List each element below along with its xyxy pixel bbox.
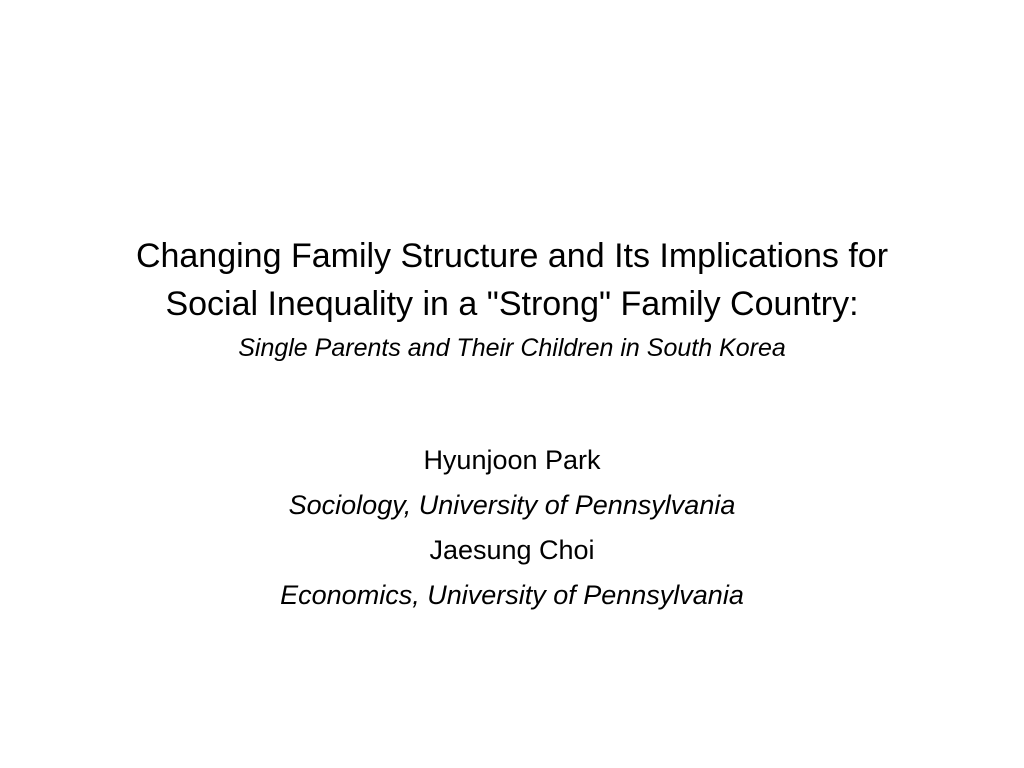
slide-subtitle: Single Parents and Their Children in South Korea (238, 334, 786, 362)
author-name-2: Jaesung Choi (429, 535, 595, 565)
author-name-1: Hyunjoon Park (423, 445, 601, 475)
slide-title (0, 232, 1024, 368)
author-affiliation-2: Economics, University of Pennsylvania (280, 580, 744, 610)
title-line-1: Changing Family Structure and Its Implications for (135, 237, 889, 275)
title-line-2: Social Inequality in a "Strong" Family Country: (165, 285, 859, 323)
author-affiliation-1: Sociology, University of Pennsylvania (288, 490, 736, 520)
author-list (0, 438, 1024, 618)
